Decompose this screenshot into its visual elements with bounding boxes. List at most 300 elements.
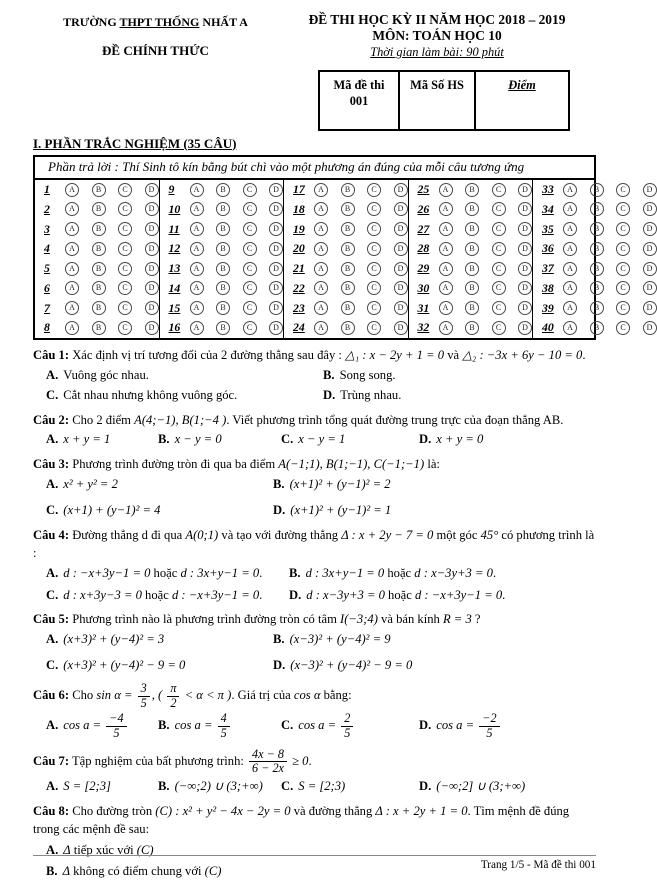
math-text: < α < π ) xyxy=(181,688,232,703)
answer-bubble-13-C: C xyxy=(243,262,257,276)
option-label: D. xyxy=(273,503,286,517)
math-text: d : 3x+y−1 = 0 xyxy=(180,565,260,580)
answer-bubble-28-A: A xyxy=(439,242,453,256)
math-text: d : −x+3y−1 = 0 xyxy=(171,587,260,602)
answer-cell-37 xyxy=(533,259,657,279)
answer-bubble-38-A: A xyxy=(563,281,577,295)
answer-bubble-39-C: C xyxy=(616,301,630,315)
question-stem xyxy=(33,611,596,629)
answer-cell-7 xyxy=(35,298,160,318)
option-label: A. xyxy=(46,565,59,580)
math-text: I(−3;4) xyxy=(340,612,378,627)
fraction: $\frac{\pi}{2}$ xyxy=(167,682,179,710)
fraction: $\frac{-2}{5}$ xyxy=(479,712,499,740)
answer-cell-2 xyxy=(35,199,160,219)
answer-number: 35 xyxy=(542,221,554,236)
answer-bubble-9-C: C xyxy=(243,183,257,197)
question-label: Câu 1: xyxy=(33,347,70,362)
answer-bubble-4-B: B xyxy=(92,242,106,256)
answer-bubble-11-B: B xyxy=(216,222,230,236)
answer-bubble-9-A: A xyxy=(190,183,204,197)
answer-cell-28 xyxy=(409,239,534,259)
answer-number: 13 xyxy=(168,261,181,276)
question-1 xyxy=(33,347,596,406)
text: . xyxy=(308,753,312,768)
answer-cell-27 xyxy=(409,219,534,239)
answer-bubble-37-A: A xyxy=(563,262,577,276)
answer-grid-row xyxy=(35,239,653,259)
math-text: Δ xyxy=(63,842,71,857)
answer-bubble-2-B: B xyxy=(92,202,106,216)
math-text: x + y = 1 xyxy=(63,432,111,447)
exam-type-label: ĐỀ CHÍNH THỨC xyxy=(102,43,209,58)
math-text: (x−3)² + (y−4)² − 9 = 0 xyxy=(290,658,413,673)
math-text: A(−1;1), B(1;−1), C(−1;−1) xyxy=(278,457,425,472)
text: Cho 2 điểm xyxy=(69,412,135,427)
answer-bubble-11-C: C xyxy=(243,222,257,236)
option-label: B. xyxy=(46,864,58,879)
answer-cell-30 xyxy=(409,279,534,299)
answer-cell-15 xyxy=(160,298,285,318)
math-text: S = [2;3] xyxy=(63,778,111,793)
answer-number: 39 xyxy=(542,300,554,315)
answer-bubble-22-D: D xyxy=(394,281,408,295)
info-table-row xyxy=(319,71,569,130)
text: có phương trình là : xyxy=(33,527,595,560)
answer-bubble-20-C: C xyxy=(367,242,381,256)
math-text: cos a = xyxy=(174,718,216,733)
question-stem xyxy=(33,347,596,365)
answer-bubble-30-B: B xyxy=(465,281,479,295)
text: Cho đường tròn xyxy=(69,803,156,818)
answer-bubble-14-A: A xyxy=(190,281,204,295)
text: hoặc xyxy=(141,587,172,602)
option-5-B xyxy=(273,630,596,650)
answer-number: 25 xyxy=(417,182,430,197)
answer-bubble-6-D: D xyxy=(145,281,159,295)
answer-bubble-17-C: C xyxy=(367,183,381,197)
answer-bubble-30-C: C xyxy=(492,281,506,295)
option-3-C xyxy=(46,501,273,521)
answer-bubble-4-D: D xyxy=(145,242,159,256)
fraction: $\frac{3}{5}$ xyxy=(138,682,150,710)
math-text: R = 3 xyxy=(442,612,472,627)
answer-bubble-30-A: A xyxy=(439,281,453,295)
text: Trùng nhau. xyxy=(340,387,402,402)
option-label: A. xyxy=(46,367,59,382)
answer-bubble-8-D: D xyxy=(145,321,159,335)
text: . Tìm mệnh đề đúng trong các mệnh đề sau: xyxy=(33,803,570,836)
answer-bubble-13-D: D xyxy=(269,262,283,276)
answer-number: 17 xyxy=(293,182,305,197)
answer-grid-body xyxy=(35,180,653,338)
score-label: Điểm xyxy=(508,77,536,92)
text: là: xyxy=(424,457,440,472)
option-1-D xyxy=(323,386,596,406)
answer-bubble-26-D: D xyxy=(518,202,532,216)
option-1-A xyxy=(46,366,323,386)
option-label: A. xyxy=(46,432,59,447)
answer-bubble-4-C: C xyxy=(118,242,132,256)
math-text: (x−3)² + (y−4)² = 9 xyxy=(289,632,391,647)
answer-bubble-25-C: C xyxy=(492,183,506,197)
answer-bubble-24-A: A xyxy=(314,321,328,335)
answer-bubble-21-A: A xyxy=(314,262,328,276)
answer-bubble-10-A: A xyxy=(190,202,204,216)
math-text: (C) xyxy=(204,864,222,879)
answer-number: 10 xyxy=(168,201,181,216)
answer-bubble-15-D: D xyxy=(269,301,283,315)
answer-number: 30 xyxy=(417,280,430,295)
answer-bubble-14-C: C xyxy=(243,281,257,295)
answer-bubble-33-A: A xyxy=(563,183,577,197)
option-label: C. xyxy=(46,658,59,673)
question-stem xyxy=(33,803,596,839)
text: Vuông góc nhau. xyxy=(63,367,149,382)
answer-number: 8 xyxy=(44,320,50,335)
answer-cell-35 xyxy=(533,219,657,239)
math-text: , ( xyxy=(151,688,166,703)
answer-number: 27 xyxy=(417,221,430,236)
fraction: $\frac{4x - 8}{6 - 2x}$ xyxy=(249,748,287,776)
text: . xyxy=(259,587,263,602)
option-6-C xyxy=(281,711,419,741)
option-label: C. xyxy=(281,778,294,793)
answer-number: 36 xyxy=(542,241,554,256)
answer-cell-3 xyxy=(35,219,160,239)
answer-bubble-24-D: D xyxy=(394,321,408,335)
answer-number: 2 xyxy=(44,201,50,216)
answer-bubble-23-B: B xyxy=(341,301,355,315)
options xyxy=(46,475,596,521)
score-cell xyxy=(475,71,569,130)
answer-bubble-15-A: A xyxy=(190,301,204,315)
answer-number: 21 xyxy=(293,261,305,276)
answer-bubble-6-A: A xyxy=(65,281,79,295)
option-6-D xyxy=(419,711,596,741)
math-text: △₁ : x − 2y + 1 = 0 xyxy=(345,347,445,362)
answer-bubble-24-C: C xyxy=(367,321,381,335)
option-label: A. xyxy=(46,718,59,733)
exam-code-label: Mã đề thi xyxy=(333,77,385,92)
answer-bubble-39-D: D xyxy=(643,301,657,315)
text: hoặc xyxy=(384,587,415,602)
answer-bubble-10-D: D xyxy=(269,202,283,216)
answer-bubble-11-D: D xyxy=(269,222,283,236)
question-label: Câu 4: xyxy=(33,527,70,542)
answer-bubble-36-D: D xyxy=(643,242,657,256)
answer-bubble-7-A: A xyxy=(65,301,79,315)
text: . Viết phương trình tổng quát đường trung trực của đoạn thẳng AB. xyxy=(226,412,564,427)
answer-bubble-16-D: D xyxy=(269,321,283,335)
answer-cell-36 xyxy=(533,239,657,259)
answer-bubble-19-A: A xyxy=(314,222,328,236)
answer-number: 19 xyxy=(293,221,305,236)
option-label: D. xyxy=(289,587,302,602)
answer-instruction: Phần trả lời : Thí Sinh tô kín bằng bút chì vào một phương án đúng của mỗi câu tương ứng xyxy=(35,157,594,180)
option-5-C xyxy=(46,656,273,676)
answer-bubble-31-D: D xyxy=(518,301,532,315)
text: . xyxy=(259,565,263,580)
answer-bubble-12-A: A xyxy=(190,242,204,256)
math-text: x² + y² = 2 xyxy=(63,477,118,492)
option-label: C. xyxy=(46,503,59,517)
answer-bubble-9-B: B xyxy=(216,183,230,197)
questions xyxy=(33,347,596,882)
math-text: (x+3)² + (y−4)² = 3 xyxy=(63,632,165,647)
answer-bubble-27-D: D xyxy=(518,222,532,236)
math-text: (−∞;2] ∪ (3;+∞) xyxy=(436,778,526,793)
answer-bubble-10-B: B xyxy=(216,202,230,216)
question-7 xyxy=(33,748,596,797)
answer-grid-row xyxy=(35,298,653,318)
options xyxy=(46,630,596,676)
answer-bubble-23-A: A xyxy=(314,301,328,315)
page-number: Trang 1/5 - Mã đề thi 001 xyxy=(480,859,596,871)
answer-number: 24 xyxy=(293,320,305,335)
math-text: Δ xyxy=(62,864,70,879)
answer-bubble-33-C: C xyxy=(616,183,630,197)
answer-grid xyxy=(33,155,653,340)
answer-cell-34 xyxy=(533,199,657,219)
text: một góc xyxy=(433,527,481,542)
answer-cell-20 xyxy=(284,239,409,259)
answer-bubble-17-B: B xyxy=(341,183,355,197)
answer-bubble-31-B: B xyxy=(465,301,479,315)
answer-number: 5 xyxy=(44,261,50,276)
answer-bubble-12-D: D xyxy=(269,242,283,256)
option-1-C xyxy=(46,386,323,406)
answer-bubble-38-C: C xyxy=(616,281,630,295)
math-text: Δ : x + 2y + 1 = 0 xyxy=(375,803,468,818)
answer-bubble-7-D: D xyxy=(145,301,159,315)
answer-cell-5 xyxy=(35,259,160,279)
text: Cắt nhau nhưng không vuông góc. xyxy=(63,387,238,402)
question-label: Câu 3: xyxy=(33,457,70,472)
answer-cell-1 xyxy=(35,180,160,200)
text: và đường thẳng xyxy=(290,803,376,818)
footer xyxy=(33,855,596,871)
answer-bubble-31-C: C xyxy=(492,301,506,315)
math-text: x + y = 0 xyxy=(436,432,484,447)
answer-bubble-20-A: A xyxy=(314,242,328,256)
answer-bubble-39-B: B xyxy=(590,301,604,315)
answer-cell-24 xyxy=(284,318,409,338)
answer-bubble-12-C: C xyxy=(243,242,257,256)
math-text: ≥ 0 xyxy=(288,753,309,768)
math-text: cos α xyxy=(293,688,321,703)
answer-bubble-34-B: B xyxy=(590,202,604,216)
answer-bubble-15-C: C xyxy=(243,301,257,315)
answer-bubble-22-C: C xyxy=(367,281,381,295)
answer-bubble-28-C: C xyxy=(492,242,506,256)
answer-bubble-26-A: A xyxy=(439,202,453,216)
text: Đường thẳng d đi qua xyxy=(69,527,186,542)
option-label: C. xyxy=(281,718,294,733)
math-text: △₂ : −3x + 6y − 10 = 0 xyxy=(462,347,583,362)
answer-cell-32 xyxy=(409,318,534,338)
options xyxy=(46,777,596,797)
answer-bubble-37-B: B xyxy=(590,262,604,276)
answer-number: 9 xyxy=(168,182,175,197)
answer-number: 34 xyxy=(542,201,554,216)
answer-bubble-36-A: A xyxy=(563,242,577,256)
answer-bubble-5-A: A xyxy=(65,262,79,276)
answer-grid-row xyxy=(35,279,653,299)
answer-bubble-32-C: C xyxy=(492,321,506,335)
option-7-A xyxy=(46,777,158,797)
answer-bubble-1-D: D xyxy=(145,183,159,197)
fraction: $\frac{4}{5}$ xyxy=(218,712,230,740)
answer-number: 38 xyxy=(542,280,554,295)
answer-cell-26 xyxy=(409,199,534,219)
option-label: B. xyxy=(158,432,170,447)
option-4-A xyxy=(46,564,289,584)
question-label: Câu 8: xyxy=(33,803,70,818)
answer-bubble-39-A: A xyxy=(563,301,577,315)
answer-bubble-40-B: B xyxy=(590,321,604,335)
answer-bubble-23-D: D xyxy=(394,301,408,315)
answer-bubble-19-C: C xyxy=(367,222,381,236)
math-text: sin α = xyxy=(96,688,136,703)
answer-bubble-3-A: A xyxy=(65,222,79,236)
question-label: Câu 5: xyxy=(33,612,70,627)
answer-bubble-29-A: A xyxy=(439,262,453,276)
question-label: Câu 2: xyxy=(33,412,70,427)
answer-bubble-29-B: B xyxy=(465,262,479,276)
text: Xác định vị trí tương đối của 2 đường thẳng sau đây : xyxy=(69,347,346,362)
answer-bubble-12-B: B xyxy=(216,242,230,256)
text: Phương trình đường tròn đi qua ba điểm xyxy=(69,457,279,472)
answer-bubble-19-B: B xyxy=(341,222,355,236)
answer-bubble-31-A: A xyxy=(439,301,453,315)
math-text: d : x−3y+3 = 0 xyxy=(414,565,493,580)
answer-cell-11 xyxy=(160,219,285,239)
answer-bubble-19-D: D xyxy=(394,222,408,236)
answer-cell-25 xyxy=(409,180,534,200)
option-2-D xyxy=(419,430,596,450)
answer-bubble-4-A: A xyxy=(65,242,79,256)
exam-code-cell xyxy=(319,71,399,130)
answer-number: 12 xyxy=(168,241,181,256)
answer-bubble-18-C: C xyxy=(367,202,381,216)
answer-bubble-18-B: B xyxy=(341,202,355,216)
answer-cell-10 xyxy=(160,199,285,219)
answer-bubble-13-B: B xyxy=(216,262,230,276)
answer-bubble-6-B: B xyxy=(92,281,106,295)
answer-cell-13 xyxy=(160,259,285,279)
answer-bubble-1-B: B xyxy=(92,183,106,197)
answer-bubble-36-C: C xyxy=(616,242,630,256)
math-text: d : x−3y+3 = 0 xyxy=(306,587,385,602)
answer-bubble-18-D: D xyxy=(394,202,408,216)
answer-cell-16 xyxy=(160,318,285,338)
answer-cell-33 xyxy=(533,180,657,200)
answer-bubble-35-A: A xyxy=(563,222,577,236)
answer-number: 1 xyxy=(44,182,50,197)
option-4-D xyxy=(289,586,596,606)
answer-number: 31 xyxy=(417,300,430,315)
answer-bubble-35-C: C xyxy=(616,222,630,236)
answer-bubble-15-B: B xyxy=(216,301,230,315)
answer-number: 32 xyxy=(417,320,430,335)
answer-bubble-17-A: A xyxy=(314,183,328,197)
answer-number: 14 xyxy=(168,280,181,295)
answer-number: 22 xyxy=(293,280,305,295)
answer-bubble-36-B: B xyxy=(590,242,604,256)
text: . xyxy=(492,565,497,580)
answer-number: 7 xyxy=(44,300,50,315)
answer-bubble-29-C: C xyxy=(492,262,506,276)
math-text: 45° xyxy=(480,527,499,542)
math-text: (−∞;2) ∪ (3;+∞) xyxy=(174,778,263,793)
math-text: (x+3)² + (y−4)² − 9 = 0 xyxy=(63,658,186,673)
answer-cell-6 xyxy=(35,279,160,299)
option-label: C. xyxy=(46,587,59,602)
math-text: d : 3x+y−1 = 0 xyxy=(305,565,385,580)
text: Tập nghiệm của bất phương trình: xyxy=(69,753,248,768)
math-text: (C) xyxy=(136,842,154,857)
answer-bubble-21-D: D xyxy=(394,262,408,276)
answer-bubble-1-C: C xyxy=(118,183,132,197)
answer-cell-8 xyxy=(35,318,160,338)
question-4 xyxy=(33,527,596,606)
answer-number: 18 xyxy=(293,201,305,216)
answer-cell-19 xyxy=(284,219,409,239)
option-2-C xyxy=(281,430,419,450)
student-id-cell: Mã Số HS xyxy=(399,71,475,130)
answer-bubble-10-C: C xyxy=(243,202,257,216)
option-label: A. xyxy=(46,477,59,492)
options xyxy=(46,366,596,406)
answer-number: 11 xyxy=(168,221,180,236)
option-2-B xyxy=(158,430,281,450)
math-text: (C) : x² + y² − 4x − 2y = 0 xyxy=(155,803,291,818)
exam-code-value: 001 xyxy=(349,93,369,108)
answer-cell-39 xyxy=(533,298,657,318)
option-label: B. xyxy=(158,718,170,733)
answer-number: 4 xyxy=(44,241,50,256)
answer-number: 29 xyxy=(417,261,430,276)
option-7-C xyxy=(281,777,419,797)
option-label: B. xyxy=(158,778,170,793)
answer-number: 20 xyxy=(293,241,305,256)
answer-bubble-14-D: D xyxy=(269,281,283,295)
answer-bubble-14-B: B xyxy=(216,281,230,295)
answer-bubble-33-B: B xyxy=(590,183,604,197)
fraction: $\frac{-4}{5}$ xyxy=(106,712,126,740)
option-label: A. xyxy=(46,632,59,647)
answer-number: 26 xyxy=(417,201,430,216)
title-block xyxy=(278,12,596,60)
math-text: d : −x+3y−1 = 0 xyxy=(63,565,151,580)
answer-number: 16 xyxy=(168,320,181,335)
answer-cell-9 xyxy=(160,180,285,200)
exam-title: ĐỀ THI HỌC KỲ II NĂM HỌC 2018 – 2019 xyxy=(308,12,566,27)
answer-bubble-20-D: D xyxy=(394,242,408,256)
answer-bubble-16-C: C xyxy=(243,321,257,335)
answer-cell-14 xyxy=(160,279,285,299)
answer-bubble-27-B: B xyxy=(465,222,479,236)
answer-bubble-35-D: D xyxy=(643,222,657,236)
exam-subject: MÔN: TOÁN HỌC 10 xyxy=(372,27,502,43)
answer-number: 37 xyxy=(542,261,554,276)
answer-cell-12 xyxy=(160,239,285,259)
answer-bubble-5-C: C xyxy=(118,262,132,276)
option-4-B xyxy=(289,564,596,584)
answer-number: 23 xyxy=(293,300,305,315)
text: . xyxy=(502,587,506,602)
